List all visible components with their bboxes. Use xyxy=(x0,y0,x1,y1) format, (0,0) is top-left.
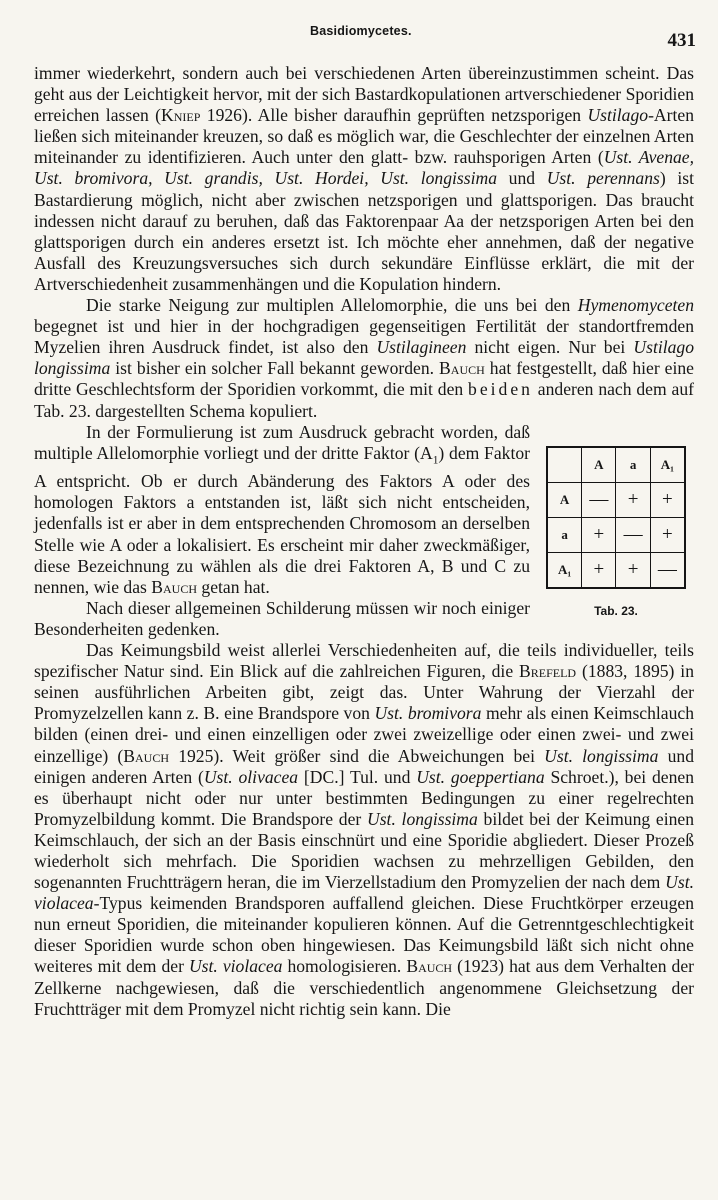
text-span: bildet bei der Keimung einen Keimschlauch, der sich an der Basis einschnürt und eine Sporidie abgliedert. Dieser Prozeß wiederholt sich mehrfach. Die Sporidien wachsen zu mehrzelligen Gebilden, den sogenannten Fruchtträgern heran, die im Vierzellstadium den Promyzelien der nach dem xyxy=(34,808,694,893)
text-span: mehr als einen Keimschlauch bilden (einen drei- und einen einzelligen oder zwei zweizellige oder einen zwei- und zwei einzellige) ( xyxy=(34,703,694,766)
running-title: Basidiomycetes. xyxy=(310,24,412,38)
author-name: Bauch xyxy=(151,576,198,597)
table-row xyxy=(547,517,685,552)
row-header: A₁ xyxy=(547,552,582,588)
text-span: anderen nach dem auf Tab. 23. dargestellten Schema kopuliert. xyxy=(34,379,694,421)
table-cell: — xyxy=(582,482,616,517)
subscript: 1 xyxy=(432,454,439,467)
paragraph-5 xyxy=(34,640,694,1020)
text-span: -Arten ließen sich miteinander kreuzen, so daß es möglich war, die Geschlechter der einzelnen Arten miteinander zu identifizieren. Auch unter den glatt- bzw. rauhsporigen Arten ( xyxy=(34,105,694,168)
paragraph-1 xyxy=(34,63,694,295)
text-span: und xyxy=(497,168,547,189)
text-span: und einigen anderen Arten ( xyxy=(34,745,694,787)
table-cell: + xyxy=(650,482,685,517)
table-cell: + xyxy=(582,517,616,552)
species-name: Ust. violacea xyxy=(188,956,283,977)
table-cell: — xyxy=(616,517,650,552)
page-number: 431 xyxy=(667,30,696,51)
text-span: getan hat. xyxy=(197,576,270,597)
running-header xyxy=(0,22,700,52)
text-span: ) ist Bastardierung möglich, nicht aber zwischen netzsporigen und glattsporigen. Das braucht indessen nicht darauf zu beruhen, daß das Faktorenpaar Aa der netzsporigen Arten bei den glattsporigen durch ein anderes ersetzt ist. Ich möchte eher annehmen, daß der negative Ausfall des Kreuzungsversuches sich durch sekundäre Einflüsse erklärt, die mit der Artverschiedenheit zusammenhängen und die Kopulation hindern. xyxy=(34,168,694,294)
species-name: Ust. olivacea xyxy=(203,766,299,787)
text-span: [DC.] Tul. und xyxy=(298,766,417,787)
species-name: Ust. bromivora xyxy=(374,703,482,724)
text-span: In der Formulierung ist zum Ausdruck gebracht worden, daß multiple Allelomorphie vorliegt und der dritte Faktor (A xyxy=(34,421,530,463)
text-span: homologisieren. xyxy=(282,956,407,977)
text-span: Nach dieser allgemeinen Schilderung müssen wir noch einiger Besonderheiten gedenken. xyxy=(34,597,530,639)
table-cell: + xyxy=(616,552,650,588)
table-row xyxy=(547,552,685,588)
species-name: Ust. violacea xyxy=(34,872,694,914)
body-text xyxy=(34,63,694,1020)
column-header: A xyxy=(582,447,616,483)
author-name: Kniep xyxy=(161,105,201,126)
text-span: -Typus keimenden Brandsporen auffallend gleichen. Diese Fruchtkörper erzeugen nun erneut Sporidien, die miteinander kopulieren können. Auf die Getrenntgeschlechtigkeit dieser Sporidien wurde schon oben hingewiesen. Das Keimungsbild läßt sich nicht ohne weiteres mit dem der xyxy=(34,893,694,977)
author-name: Bauch xyxy=(406,956,453,977)
text-span: ist bisher ein solcher Fall bekannt geworden. xyxy=(110,358,440,379)
text-span: (1883, 1895) in seinen ausführlichen Arbeiten gibt, zeigt das. Unter Wahrung der Vierzahl der Promyzelzellen kann z. B. eine Brandspore von xyxy=(34,661,694,724)
table-caption: Tab. 23. xyxy=(594,603,638,618)
text-span: begegnet ist und hier in der hochgradigen gegenseitigen Fertilität der standortfremden Myzelien ihren Ausdruck findet, ist also den xyxy=(34,316,694,358)
column-header: A₁ xyxy=(650,447,685,483)
schema-figure xyxy=(546,446,694,622)
text-span: Das Keimungsbild weist allerlei Verschiedenheiten auf, die teils individueller, teils spezifischer Natur sind. Ein Blick auf die zahlreichen Figuren, die xyxy=(34,640,694,682)
species-name: Ustilago longissima xyxy=(34,337,694,379)
table-cell: + xyxy=(650,517,685,552)
row-header: a xyxy=(547,517,582,552)
text-span: 1925). Weit größer sind die Abweichungen bei xyxy=(169,745,545,766)
text-span: ) dem Faktor A entspricht. Ob er durch Abänderung des Faktors A oder des homologen Faktors a entstanden ist, läßt sich nicht entscheiden, jedenfalls ist er aber in dem entsprechenden Chromosom an derselben Stelle wie A oder a lokalisiert. Es erscheint mir daher zweckmäßiger, diese Bezeichnung zu wählen als die drei Faktoren A, B und C zu nennen, wie das xyxy=(34,442,530,597)
row-header: A xyxy=(547,482,582,517)
column-header: a xyxy=(616,447,650,483)
species-name: Ust. longissima xyxy=(544,745,659,766)
text-span: immer wiederkehrt, sondern auch bei verschiedenen Arten übereinzustimmen scheint. Das geht aus der Leichtigkeit hervor, mit der sich Bastardkopulationen artverschiedener Sporidien erreichen lassen ( xyxy=(34,63,694,126)
table-header-row xyxy=(547,447,685,483)
species-name: Ust. goeppertiana xyxy=(416,766,545,787)
paragraph-2 xyxy=(34,295,694,422)
text-span: hat festgestellt, daß hier eine dritte Geschlechtsform der Sporidien vorkommt, die mit den xyxy=(34,358,694,400)
author-name: Bauch xyxy=(123,745,170,766)
author-name: Bauch xyxy=(439,358,485,379)
taxon-name: Hymenomyceten xyxy=(577,295,694,316)
text-span: Schroet.), bei denen es überhaupt nicht oder nur unter bestimmten Bedingungen zu einer regelrechten Promyzelbildung kommt. Die Brandspore der xyxy=(34,766,694,829)
text-span: Die starke Neigung zur multiplen Allelomorphie, die uns bei den xyxy=(86,295,578,316)
species-name: Ust. Avenae, Ust. bromivora, Ust. grandis, Ust. Hordei, Ust. longissima xyxy=(34,147,694,189)
taxon-name: Ustilagineen xyxy=(376,337,467,358)
text-span: (1923) hat aus dem Verhalten der Zellkerne nachgewiesen, daß die verschiedentlich angenommene Gleichsetzung der Fruchtträger mit dem Promyzel nicht richtig sein kann. Die xyxy=(34,956,694,1019)
table-row xyxy=(547,482,685,517)
table-cell: + xyxy=(616,482,650,517)
table-cell: — xyxy=(650,552,685,588)
species-name: Ustilago xyxy=(587,105,649,126)
text-span: nicht eigen. Nur bei xyxy=(466,337,634,358)
table-cell: + xyxy=(582,552,616,588)
spaced-emphasis: beiden xyxy=(468,379,533,400)
species-name: Ust. longissima xyxy=(367,808,478,829)
species-name: Ust. perennans xyxy=(546,168,660,189)
text-span: 1926). Alle bisher daraufhin geprüften netzsporigen xyxy=(200,105,588,126)
author-name: Brefeld xyxy=(519,661,577,682)
mating-schema-table xyxy=(546,446,686,589)
corner-cell xyxy=(547,447,582,483)
